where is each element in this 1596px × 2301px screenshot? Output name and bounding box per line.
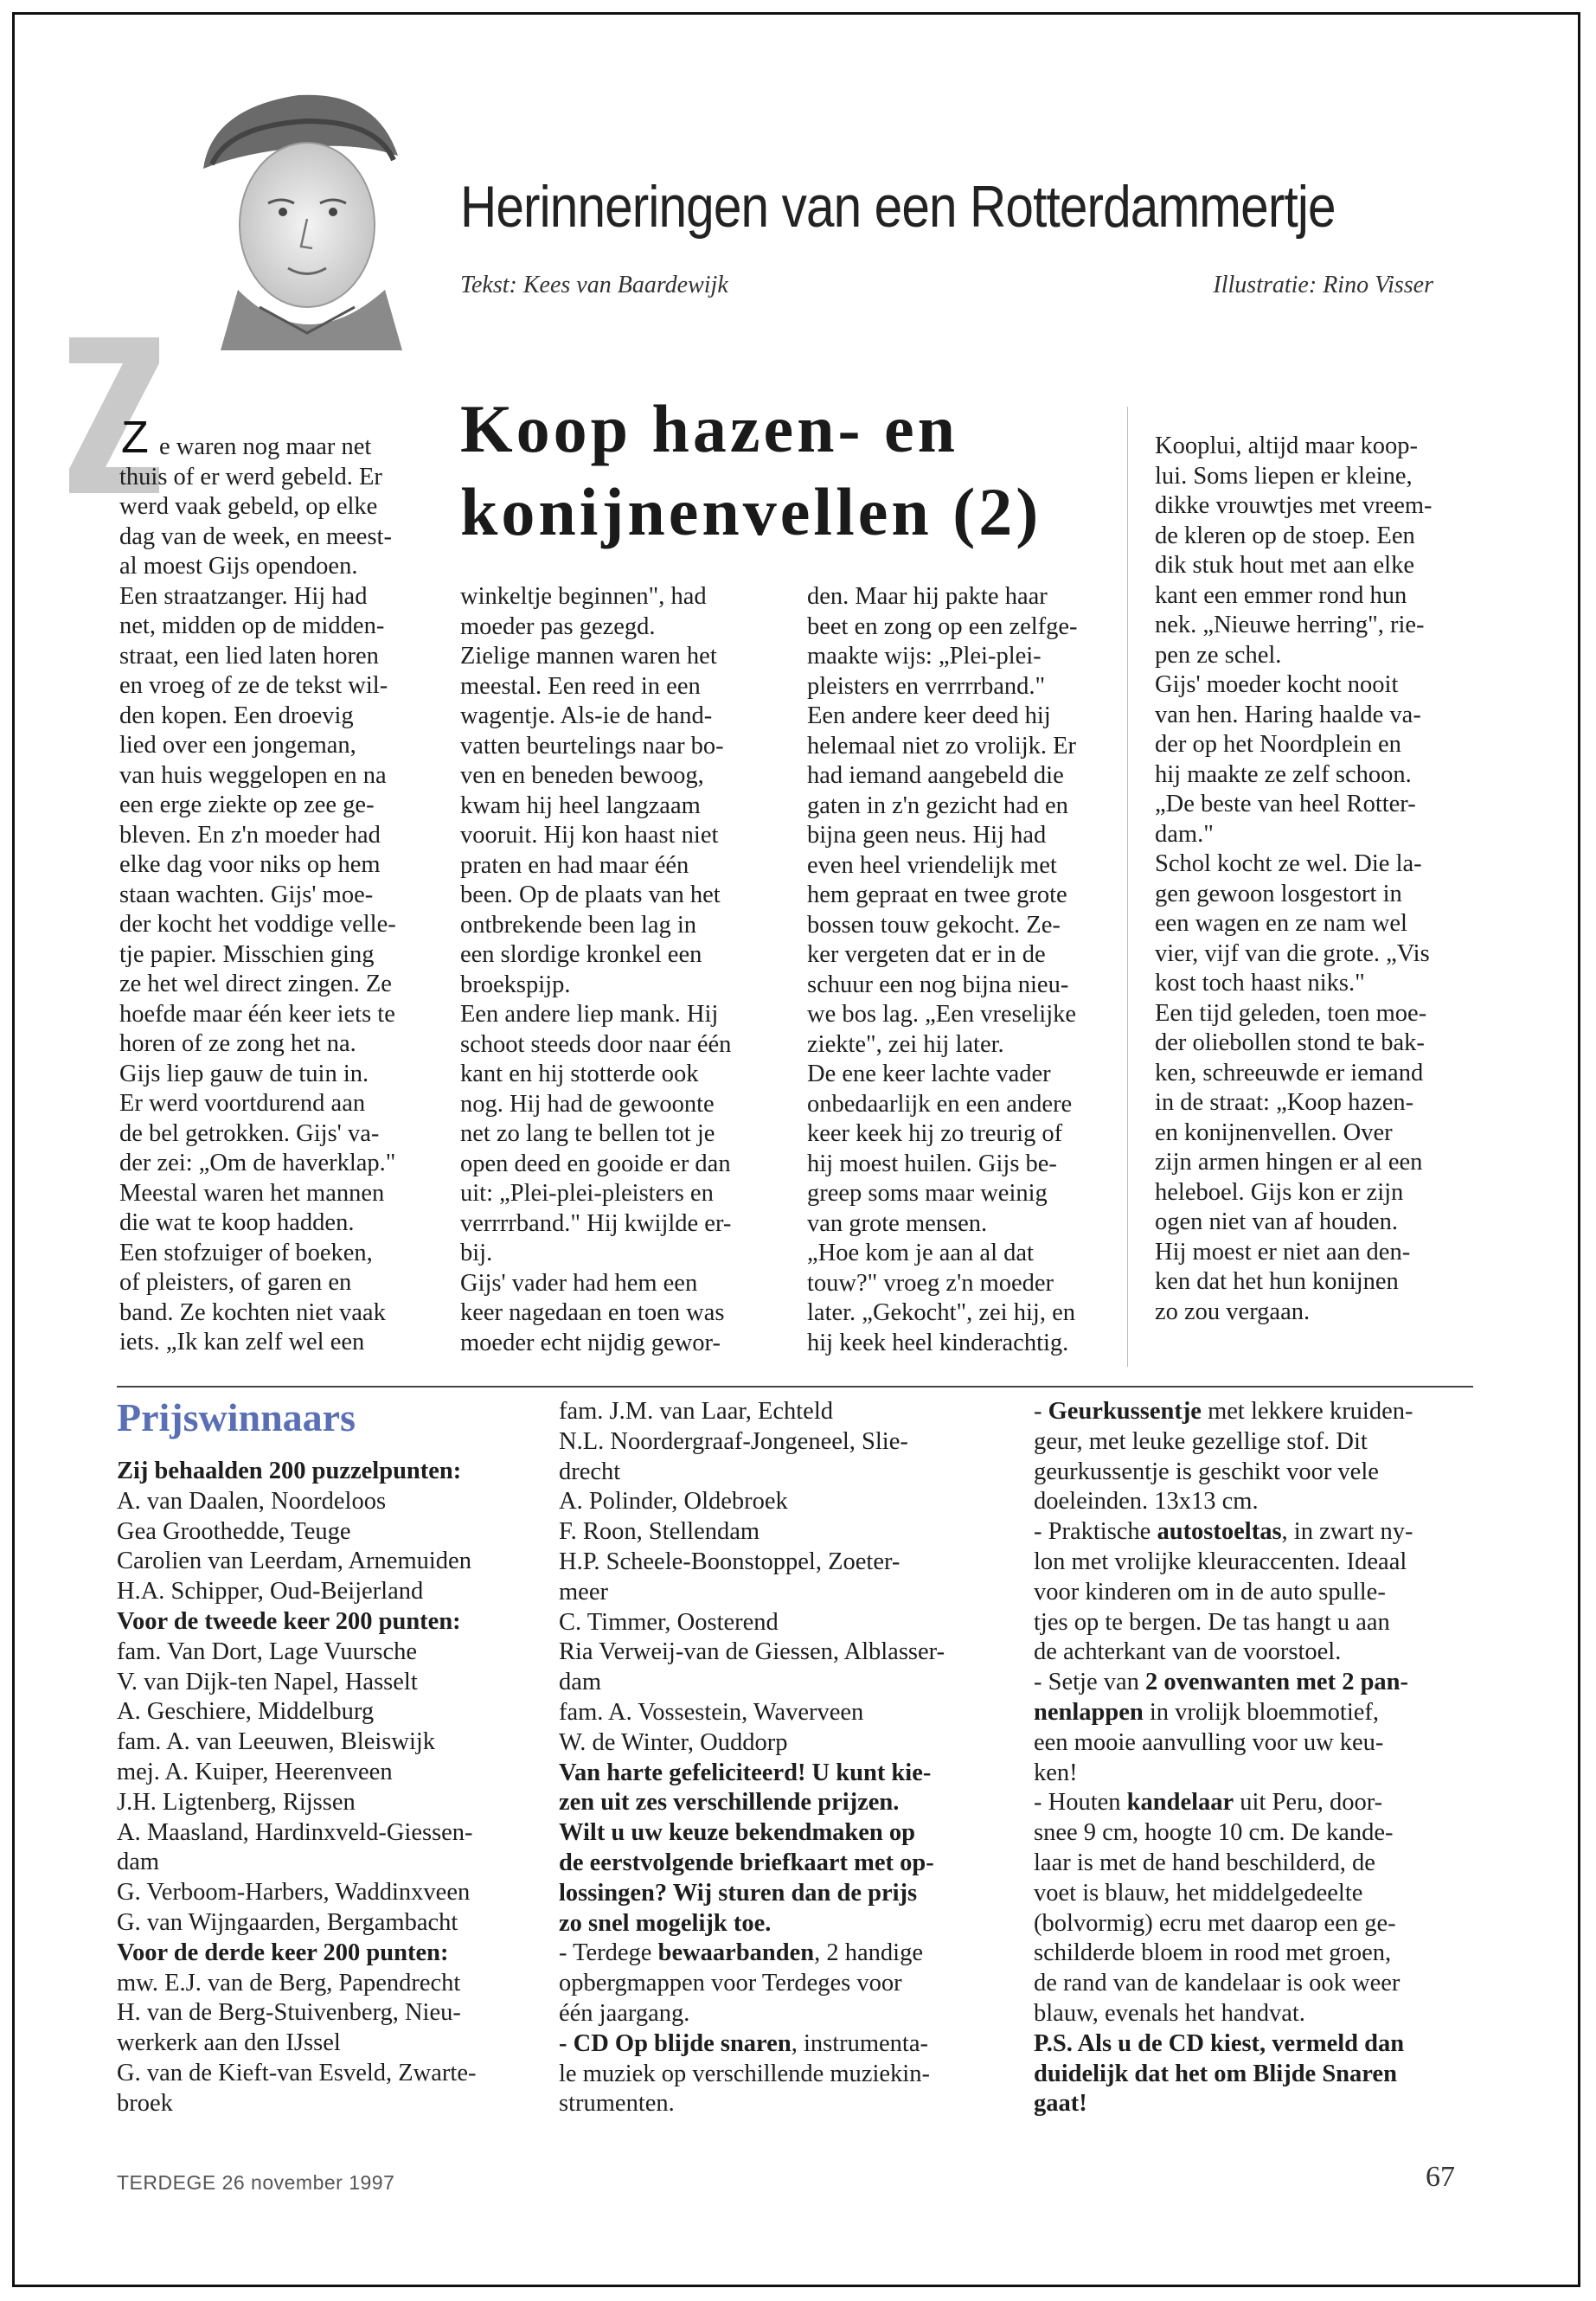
prize-item-binders-intro: - Terdege [559, 1939, 658, 1967]
prize-item-carbag [1034, 1517, 1466, 1668]
author-credit: Tekst: Kees van Baardewijk [460, 272, 728, 298]
article-column-3: den. Maar hij pakte haar beet en zong op een zelfge- maakte wijs: „Plei-plei- pleisters en verrrrband." Een andere keer deed hij helemaal niet zo vrolijk. Er had iemand aangebeld die gaten in z'n gezicht had en bijna geen neus. Hij had even heel vriendelijk met hem gepraat en twee grote bossen touw gekocht. Ze- ker vergeten dat er in de schuur een nog bijna nieu- we bos lag. „Een vreselijke ziekte", zei hij later. De ene keer lachte vader onbedaarlijk en een andere keer keek hij zo treurig of hij moest huilen. Gijs be- greep soms maar weinig van grote mensen. „Hoe kom je aan al dat touw?" vroeg z'n moeder later. „Gekocht", zei hij, en hij keek heel kinderachtig. [807, 583, 1078, 1356]
prize-item-carbag-name: autostoeltas [1157, 1518, 1282, 1546]
prize-item-candlestick-intro: - Houten [1034, 1789, 1127, 1817]
article-headline: Koop hazen- en konijnenvellen (2) [460, 391, 1042, 549]
prize-winners-title: Prijswinnaars [117, 1395, 356, 1439]
prize-winners-group-3: mw. E.J. van de Berg, Papendrecht H. van de Berg-Stuivenberg, Nieu- werkerk aan den IJssel G. van de Kieft-van Esveld, Zwarte- broek [117, 1969, 477, 2117]
section-divider [117, 1386, 1473, 1388]
article-column-1-text: thuis of er werd gebeld. Er werd vaak gebeld, op elke dag van de week, en meest- al moest Gijs opendoen. Een straatzanger. Hij had net, midden op de midden- straat, een lied laten horen en vroeg of ze de tekst wil- den kopen. Een droevig lied over een jongeman, van huis weggelopen en na een erge ziekte op zee ge- bleven. En z'n moeder had elke dag voor niks op hem staan wachten. Gijs' moe- der kocht het voddige velle- tje papier. Misschien ging ze het wel direct zingen. Ze hoefde maar één keer iets te horen of ze zong het na. Gijs liep gauw de tuin in. Er werd voortdurend aan de bel getrokken. Gijs' va- der zei: „Om de haverklap." Meestal waren het mannen die wat te koop hadden. Een stofzuiger of boeken, of pleisters, of garen en band. Ze kochten niet vaak iets. „Ik kan zelf wel een [119, 463, 396, 1356]
prize-heading-1: Zij behaalden 200 puzzelpunten: [117, 1458, 462, 1484]
prize-winners-group-2: fam. Van Dort, Lage Vuursche V. van Dijk-ten Napel, Hasselt A. Geschiere, Middelburg fam. A. van Leeuwen, Bleiswijk mej. A. Kuiper, Heerenveen J.H. Ligtenberg, Rijssen A. Maasland, Hardinxveld-Giessen- dam G. Verboom-Harbers, Waddinxveen G. van Wijngaarden, Bergambacht [117, 1638, 473, 1936]
prize-item-ovenmitts-desc: in vrolijk bloemmotief, een mooie aanvulling voor uw keu- ken! [1034, 1698, 1384, 1786]
prize-item-cushion [1034, 1397, 1466, 1517]
prize-item-candlestick-desc: uit Peru, door- snee 9 cm, hoogte 10 cm. De kande- laar is met de hand beschilderd, de voet is blauw, het middelgedeelte (bolvormig) ecru met daarop een ge- schilderde bloem in rood met groen, de rand van de kandelaar is ook weer blauw, evenals het handvat. [1034, 1789, 1401, 2027]
prize-column-2 [559, 1397, 965, 2119]
page-number: 67 [1426, 2161, 1455, 2193]
prize-winners-list: fam. J.M. van Laar, Echteld N.L. Noordergraaf-Jongeneel, Slie- drecht A. Polinder, Oldebroek F. Roon, Stellendam H.P. Scheele-Boonstoppel, Zoeter- meer C. Timmer, Oosterend Ria Verweij-van de Giessen, Alblasser- dam fam. A. Vossestein, Waverveen W. de Winter, Ouddorp [559, 1398, 945, 1756]
prize-item-cd [559, 2029, 965, 2119]
prize-item-carbag-intro: - Praktische [1034, 1518, 1157, 1546]
article-first-line: e waren nog maar net [159, 433, 372, 460]
article-column-4: Kooplui, altijd maar koop- lui. Soms liepen er kleine, dikke vrouwtjes met vreem- de kleren op de stoep. Een dik stuk hout met aan elke kant een emmer rond hun nek. „Nieuwe herring", rie- pen ze schel. Gijs' moeder kocht nooit van hen. Haring haalde va- der op het Noordplein en hij maakte ze zelf schoon. „De beste van heel Rotter- dam." Schol kocht ze wel. Die la- gen gewoon losgestort in een wagen en ze nam wel vier, vijf van die grote. „Vis kost toch haast niks." Een tijd geleden, toen moe- der oliebollen stond te bak- ken, schreeuwde er iemand in de straat: „Koop hazen- en konijnenvellen. Over zijn armen hingen er al een heleboel. Gijs kon er zijn ogen niet van af houden. Hij moest er niet aan den- ken dat het hun konijnen zo zou vergaan. [1155, 433, 1433, 1325]
prize-heading-2: Voor de tweede keer 200 punten: [117, 1607, 461, 1635]
prize-item-carbag-desc: , in zwart ny- lon met vrolijke kleuraccenten. Ideaal voor kinderen om in de auto spulle- tjes op te bergen. De tas hangt u aan de achterkant van de voorstoel. [1034, 1518, 1413, 1666]
series-title: Herinneringen van een Rotterdammertje [460, 174, 1336, 240]
prize-item-candlestick [1034, 1788, 1466, 2029]
magazine-footer: TERDEGE 26 november 1997 [117, 2171, 395, 2194]
prize-item-ovenmitts [1034, 1668, 1466, 1788]
prize-item-candlestick-name: kandelaar [1126, 1789, 1234, 1817]
postscript-note: P.S. Als u de CD kiest, vermeld dan duidelijk dat het om Blijde Snaren gaat! [1034, 2029, 1405, 2118]
prize-item-cd-name: - CD Op blijde snaren [559, 2029, 792, 2057]
column-divider [1127, 407, 1128, 1367]
prize-item-cushion-name: Geurkussentje [1048, 1398, 1202, 1425]
prize-item-cushion-desc: met lekkere kruiden- geur, met leuke gezellige stof. Dit geurkussentje is geschikt voor vele doeleinden. 13x13 cm. [1034, 1398, 1413, 1516]
prize-column-1 [117, 1457, 528, 2119]
article-column-1 [119, 433, 439, 1358]
dropcap-letter: Z [121, 413, 149, 463]
prize-item-cushion-intro: - [1034, 1398, 1048, 1425]
boy-portrait-icon [177, 74, 437, 350]
prize-winners-group-1: A. van Daalen, Noordeloos Gea Groothedde, Teuge Carolien van Leerdam, Arnemuiden H.A. Schipper, Oud-Beijerland [117, 1487, 471, 1606]
article-column-2: winkeltje beginnen", had moeder pas gezegd. Zielige mannen waren het meestal. Een reed in een wagentje. Als-ie de hand- vatten beurtelings naar bo- ven en beneden bewoog, kwam hij heel langzaam vooruit. Hij kon haast niet praten en had maar één been. Op de plaats van het ontbrekende been lag in een slordige kronkel een broekspijp. Een andere liep mank. Hij schoot steeds door naar één kant en hij stotterde ook nog. Hij had de gewoonte net zo lang te bellen tot je open deed en gooide er dan uit: „Plei-plei-pleisters en verrrrband." Hij kwijlde er- bij. Gijs' vader had hem een keer nagedaan en toen was moeder echt nijdig gewor- [460, 583, 732, 1356]
prize-column-3 [1034, 1397, 1466, 2119]
prize-item-ovenmitts-intro: - Setje van [1034, 1669, 1146, 1696]
prize-item-binders-name: bewaarbanden [657, 1939, 815, 1967]
prize-item-ovenmitts-name: 2 ovenwanten met 2 pan- nenlappen [1034, 1669, 1409, 1726]
prize-heading-3: Voor de derde keer 200 punten: [117, 1939, 449, 1966]
prize-item-cd-desc: , instrumenta- le muziek op verschillende muziekin- strumenten. [559, 2029, 930, 2118]
prize-item-binders-desc: , 2 handige opbergmappen voor Terdeges voor één jaargang. [559, 1939, 923, 2027]
illustrator-credit: Illustratie: Rino Visser [1213, 272, 1433, 298]
prize-item-binders [559, 1939, 965, 2029]
congratulations-text: Van harte gefeliciteerd! U kunt kie- zen uit zes verschillende prijzen. Wilt u uw keuze bekendmaken op de eerstvolgende briefkaart met op- lossingen? Wij sturen dan de prijs zo snel mogelijk toe. [559, 1759, 934, 1937]
